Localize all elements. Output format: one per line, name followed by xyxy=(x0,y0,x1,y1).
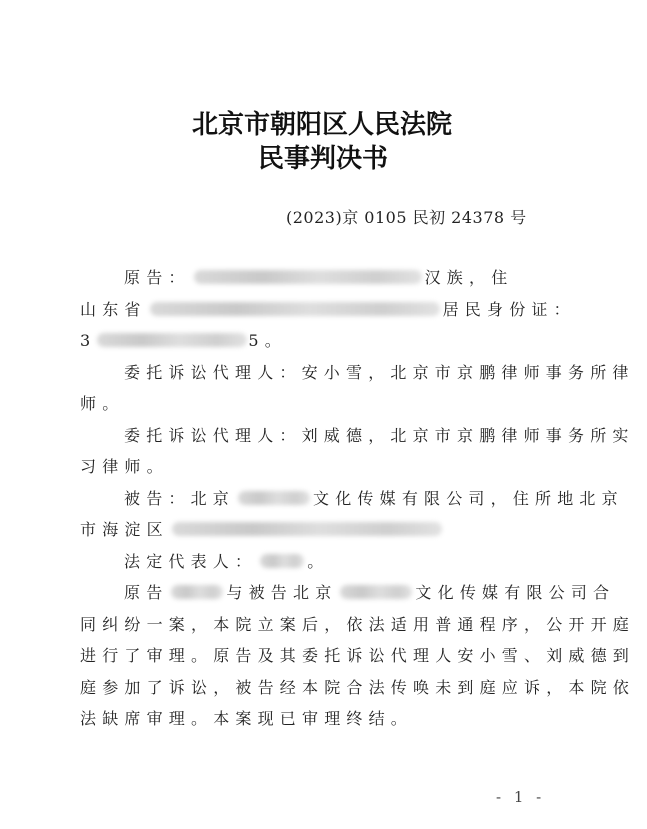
legal-rep-suffix: 。 xyxy=(307,551,330,571)
defendant-label: 被告： xyxy=(124,488,191,508)
defendant-address-redaction xyxy=(172,522,442,536)
defendant-address-prefix: 市海淀区 xyxy=(80,520,169,539)
agent-1-section xyxy=(80,357,635,420)
summary-line-4: 庭参加了诉讼，被告经本院合法传唤未到庭应诉，本院依 xyxy=(80,677,636,697)
agent-1-text: 安小雪，北京市京鹏律师事务所律 xyxy=(301,362,635,382)
plaintiff-line-2 xyxy=(80,294,576,326)
case-number: (2023)京 0105 民初 24378 号 xyxy=(286,208,527,227)
agent-2-section xyxy=(80,420,635,483)
agent-1-line-2: 师。 xyxy=(80,394,125,413)
defendant-name-redaction xyxy=(238,491,310,505)
summary-line-3: 进行了审理。原告及其委托诉讼代理人安小雪、刘威德到 xyxy=(80,646,636,665)
plaintiff-id-last: 5。 xyxy=(248,331,287,350)
summary-line-1b: 与被告北京 xyxy=(226,583,338,602)
plaintiff-section xyxy=(80,262,576,357)
case-summary-paragraph xyxy=(80,577,636,735)
legal-rep-label: 法定代表人： xyxy=(124,551,258,571)
summary-defendant-redaction xyxy=(340,585,412,599)
summary-plaintiff-redaction xyxy=(171,585,223,599)
plaintiff-address-redaction xyxy=(150,302,440,316)
agent-2-label: 委托诉讼代理人： xyxy=(124,425,302,445)
defendant-name-prefix: 北京 xyxy=(190,488,236,508)
plaintiff-id-first: 3 xyxy=(80,331,97,350)
document-body xyxy=(80,262,636,735)
plaintiff-ethnicity: 汉族，住 xyxy=(424,268,514,287)
summary-line-5: 法缺席审理。本案现已审理终结。 xyxy=(80,709,414,728)
plaintiff-line-3 xyxy=(80,325,568,357)
defendant-line-1 xyxy=(80,483,624,515)
legal-representative-section xyxy=(80,546,568,578)
summary-line-2: 同纠纷一案，本院立案后，依法适用普通程序，公开开庭 xyxy=(80,614,636,634)
agent-1-line-1 xyxy=(80,357,635,389)
plaintiff-name-redaction xyxy=(194,270,422,284)
page-number: - 1 - xyxy=(496,788,546,806)
summary-line-1c: 文化传媒有限公司合 xyxy=(415,583,616,602)
plaintiff-label: 原告： xyxy=(124,268,191,287)
defendant-section xyxy=(80,483,624,546)
defendant-name-suffix: 文化传媒有限公司，住所地北京 xyxy=(313,488,624,508)
defendant-line-2 xyxy=(80,514,568,546)
legal-rep-line xyxy=(80,546,568,578)
summary-line-1 xyxy=(80,577,616,609)
legal-rep-name-redaction xyxy=(260,554,304,568)
agent-2-text: 刘威德，北京市京鹏律师事务所实 xyxy=(301,425,635,445)
agent-2-line-1 xyxy=(80,420,635,452)
plaintiff-line-1 xyxy=(80,262,568,294)
summary-line-1a: 原告 xyxy=(124,583,169,602)
document-type-heading: 民事判决书 xyxy=(258,144,389,174)
plaintiff-id-label: 居民身份证： xyxy=(442,299,576,319)
court-name-heading: 北京市朝阳区人民法院 xyxy=(192,110,453,140)
plaintiff-address-prefix: 山东省 xyxy=(80,299,147,319)
agent-2-line-2: 习律师。 xyxy=(80,457,169,476)
plaintiff-id-redaction xyxy=(97,333,247,347)
agent-1-label: 委托诉讼代理人： xyxy=(124,362,302,382)
